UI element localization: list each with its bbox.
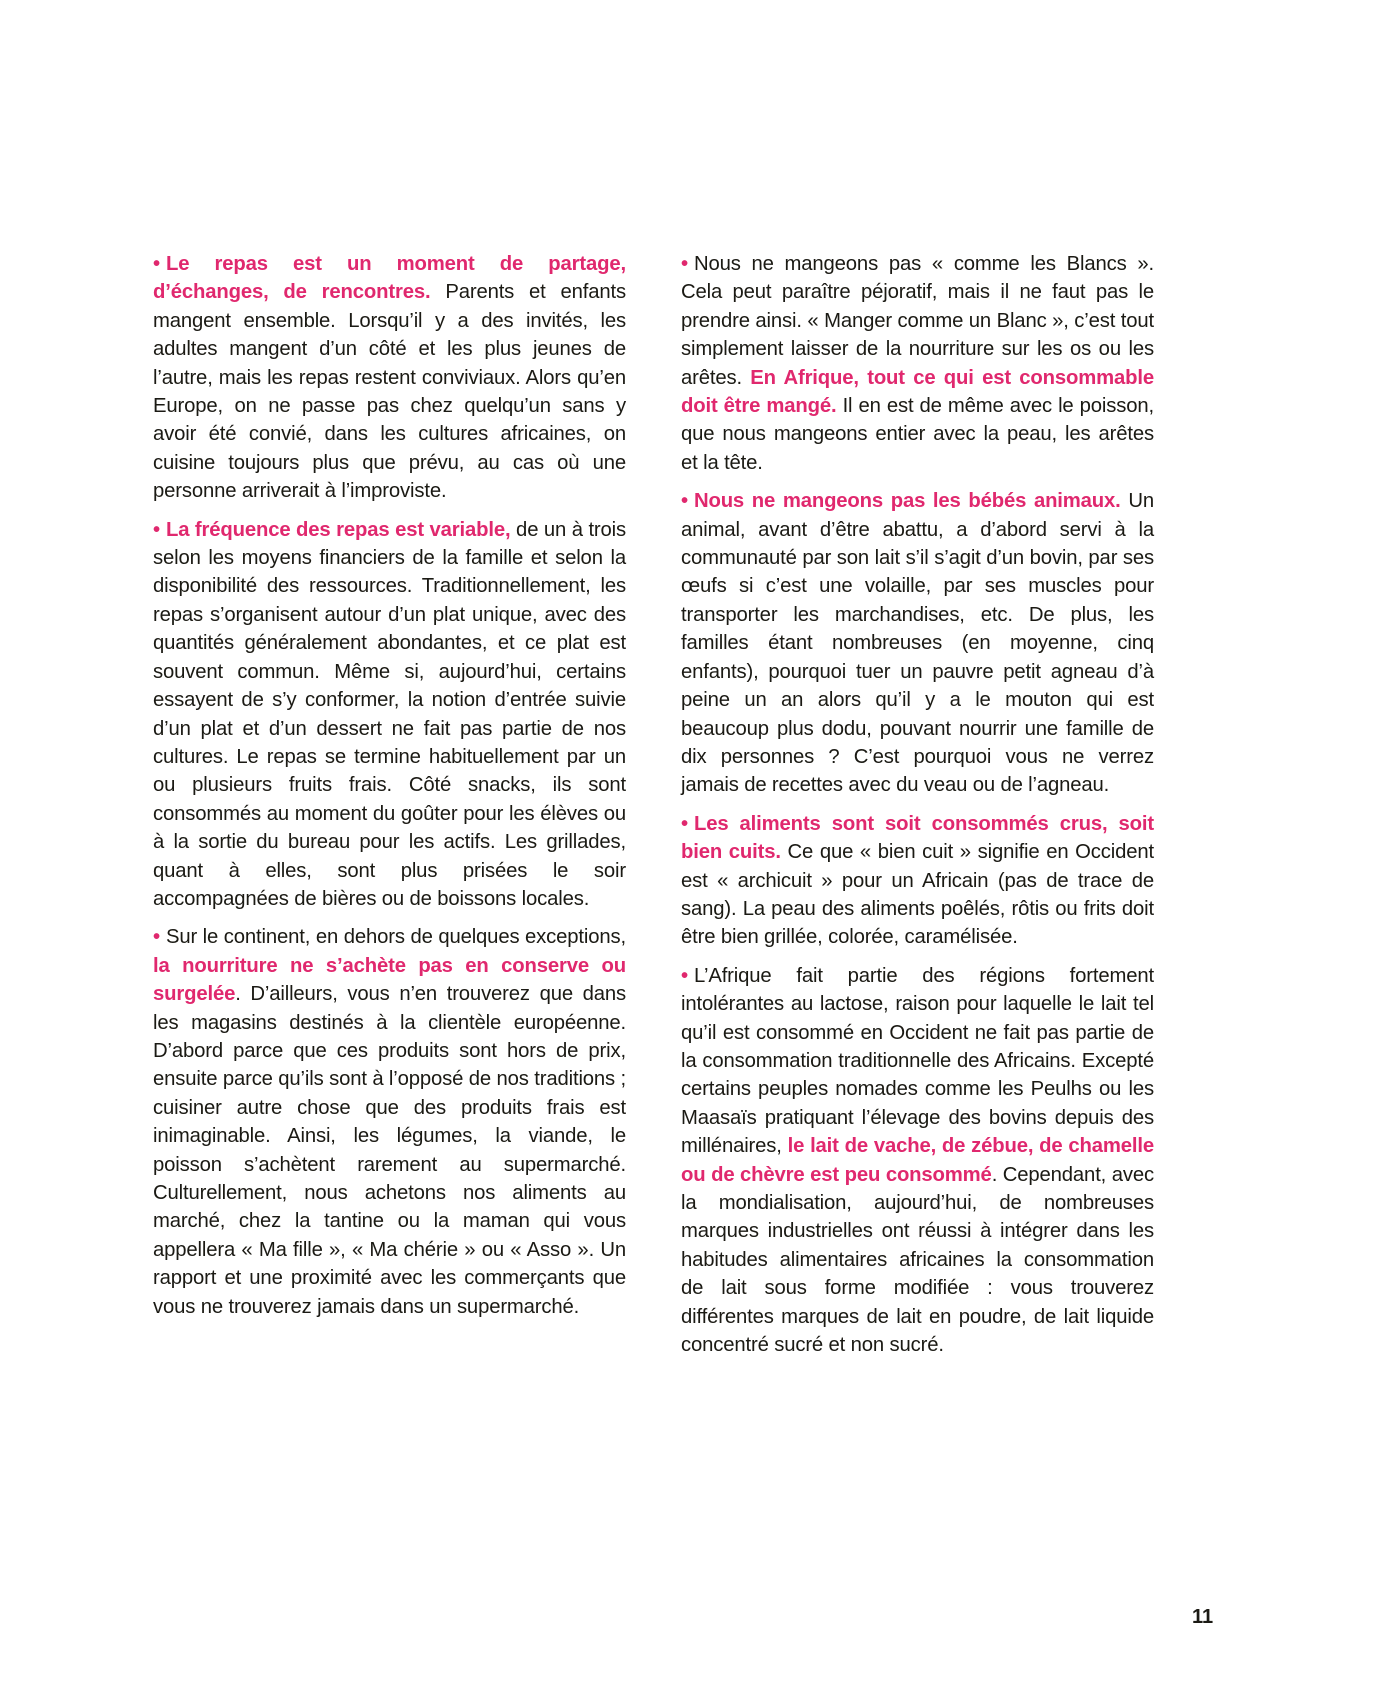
bullet-paragraph	[681, 962, 1154, 1360]
highlighted-text: La fréquence des repas est variable,	[165, 518, 511, 541]
bullet-paragraph	[681, 487, 1154, 799]
body-text: . D’ailleurs, vous n’en trouverez que dans les magasins destinés à la clientèle européenne. D’abord parce que ces produits sont hors de prix, ensuite parce qu’ils sont à l’opposé de nos traditions ; cuisiner autre chose que des produits frais est inimaginable. Ainsi, les légumes, la viande, le poisson s’achètent rarement au supermarché. Culturellement, nous achetons nos aliments au marché, chez la tantine ou la maman qui vous appellera « Ma fille », « Ma chérie » ou « Asso ». Un rapport et une proximité avec les commerçants que vous ne trouverez jamais dans un supermarché.	[153, 983, 627, 1318]
bullet-icon: •	[681, 812, 688, 835]
bullet-paragraph	[681, 810, 1154, 952]
body-text: Ce que « bien cuit » signifie en Occident est « archicuit » pour un Africain (pas de trace de sang). La peau des aliments poêlés, rôtis ou frits doit être bien grillée, colorée, caramélisée.	[681, 841, 1154, 949]
body-text: Il en est de même avec le poisson, que nous mangeons entier avec la peau, les arêtes et la tête.	[681, 395, 1154, 474]
bullet-icon: •	[153, 926, 160, 949]
bullet-icon: •	[681, 964, 688, 987]
highlighted-text: Le repas est un moment de partage, d’échanges, de rencontres.	[153, 253, 626, 304]
bullet-paragraph	[153, 923, 626, 1321]
body-text: Sur le continent, en dehors de quelques exceptions,	[165, 926, 626, 949]
body-text: . Cependant, avec la mondialisation, aujourd’hui, de nombreuses marques industrielles ont réussi à intégrer dans les habitudes alimentaires africaines la consommation de lait sous forme modifiée : vous trouverez différentes marques de lait en poudre, de lait liquide concentré sucré et non sucré.	[681, 1163, 1155, 1357]
bullet-paragraph	[681, 250, 1154, 477]
highlighted-text: En Afrique, tout ce qui est consommable doit être mangé.	[681, 366, 1155, 418]
highlighted-text: Nous ne mangeons pas les bébés animaux.	[693, 490, 1121, 513]
bullet-icon: •	[153, 253, 160, 275]
body-text: Parents et enfants mangent ensemble. Lorsqu’il y a des invités, les adultes mangent d’un côté et les plus jeunes de l’autre, mais les repas restent conviviaux. Alors qu’en Europe, on ne passe pas chez quelqu’un sans y avoir été convié, dans les cultures africaines, on cuisine toujours plus que prévu, au cas où une personne arriverait à l’improviste.	[153, 281, 626, 503]
bullet-paragraph	[153, 516, 626, 914]
bullet-icon: •	[153, 518, 160, 541]
body-text: Nous ne mangeons pas « comme les Blancs ». Cela peut paraître péjoratif, mais il ne faut pas le prendre ainsi. « Manger comme un Blanc », c’est tout simplement laisser de la nourriture sur les os ou les arêtes.	[681, 253, 1154, 389]
page-number: 11	[1192, 1606, 1214, 1628]
highlighted-text: la nourriture ne s’achète pas en conserve ou surgelée	[153, 954, 626, 1006]
body-text: de un à trois selon les moyens financiers de la famille et selon la disponibilité des ressources. Traditionnellement, les repas s’organisent autour d’un plat unique, avec des quantités généralement abondantes, et ce plat est souvent commun. Même si, aujourd’hui, certains essayent de s’y conformer, la notion d’entrée suivie d’un plat et d’un dessert ne fait pas partie de nos cultures. Le repas se termine habituellement par un ou plusieurs fruits frais. Côté snacks, ils sont consommés au moment du goûter pour les élèves ou à la sortie du bureau pour les actifs. Les grillades, quant à elles, sont plus prisées le soir accompagnées de bières ou de boissons locales.	[153, 518, 627, 910]
bullet-paragraph	[153, 250, 626, 506]
body-text: Un animal, avant d’être abattu, a d’abord servi à la communauté par son lait s’il s’agit d’un bovin, par ses œufs si c’est une volaille, par ses muscles pour transporter les marchandises, etc. De plus, les familles étant nombreuses (en moyenne, cinq enfants), pourquoi tuer un pauvre petit agneau d’à peine un an alors qu’il y a le mouton qui est beaucoup plus dodu, pouvant nourrir une famille de dix personnes ? C’est pourquoi vous ne verrez jamais de recettes avec du veau ou de l’agneau.	[681, 490, 1154, 797]
highlighted-text: Les aliments sont soit consommés crus, soit bien cuits.	[681, 812, 1154, 864]
bullet-icon: •	[681, 253, 688, 275]
highlighted-text: le lait de vache, de zébue, de chamelle ou de chèvre est peu consommé	[681, 1135, 1154, 1186]
left-column	[153, 250, 626, 1331]
right-column	[681, 250, 1154, 1369]
body-text: L’Afrique fait partie des régions fortement intolérantes au lactose, raison pour laquelle le lait tel qu’il est consommé en Occident ne fait pas partie de la consommation traditionnelle des Africains. Excepté certains peuples nomades comme les Peulhs ou les Maasaïs pratiquant l’élevage des bovins depuis des millénaires,	[681, 964, 1154, 1158]
bullet-icon: •	[681, 490, 688, 513]
